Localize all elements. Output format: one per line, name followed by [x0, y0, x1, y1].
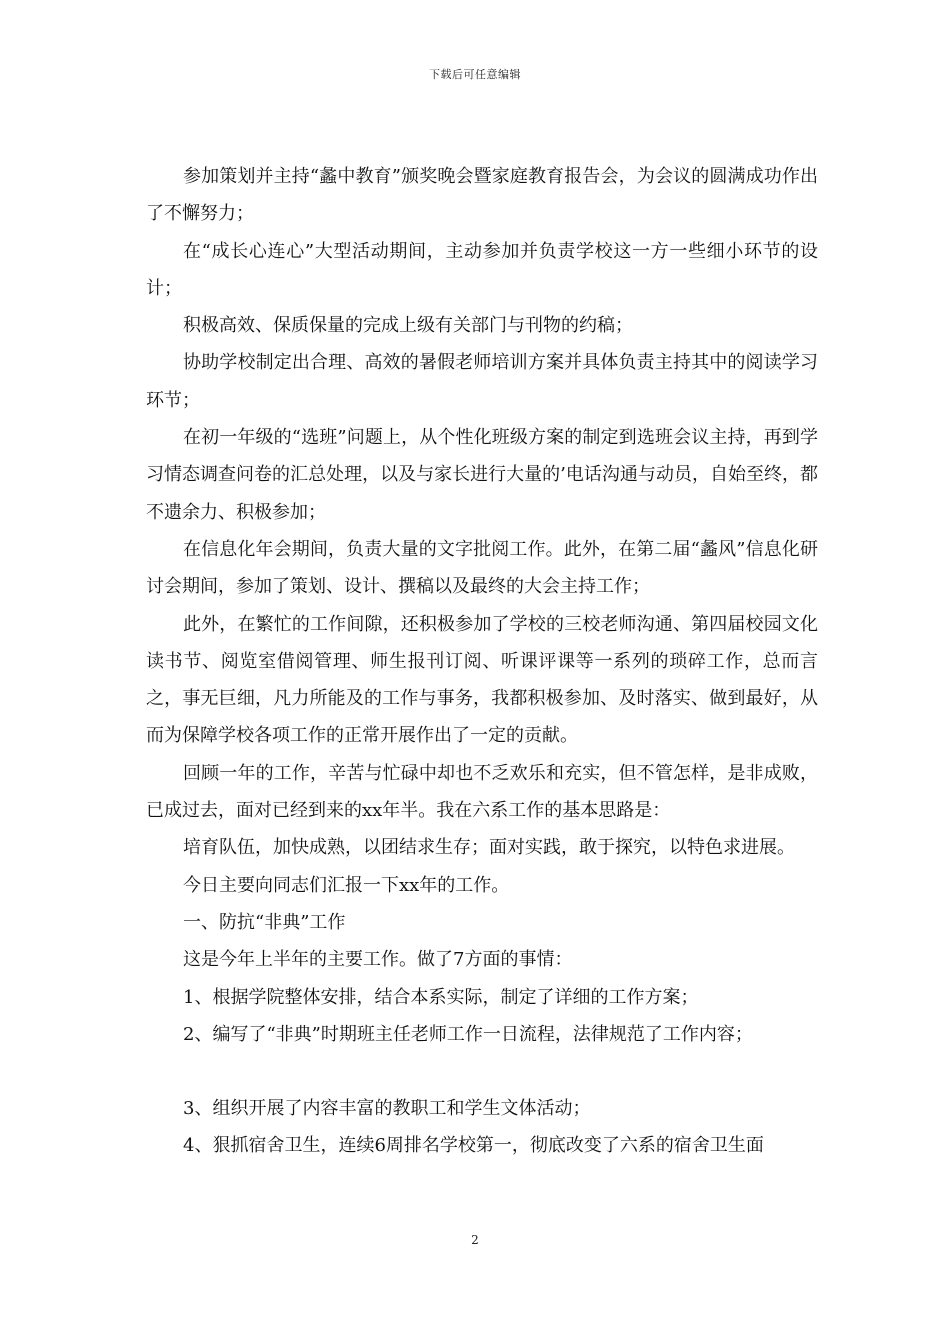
paragraph: 培育队伍，加快成熟，以团结求生存；面对实践，敢于探究，以特色求进展。 — [183, 837, 795, 859]
page-number: 2 — [471, 1233, 479, 1247]
blank-line — [146, 1053, 818, 1090]
list-item: 4、狠抓宿舍卫生，连续6周排名学校第一，彻底改变了六系的宿舍卫生面 — [183, 1135, 764, 1157]
section-heading: 一、防抗“非典”工作 — [183, 911, 346, 933]
paragraph: 这是今年上半年的主要工作。做了7方面的事情： — [183, 949, 573, 971]
page-header-note: 下载后可任意编辑 — [429, 68, 521, 81]
list-item: 2、编写了“非典”时期班主任老师工作一日流程，法律规范了工作内容； — [183, 1023, 753, 1045]
paragraph: 积极高效、保质保量的完成上级有关部门与刊物的约稿； — [183, 315, 633, 337]
paragraph: 在“成长心连心”大型活动期间，主动参加并负责学校这一方一些细小环节的设计； — [146, 240, 818, 299]
paragraph: 参加策划并主持“蠡中教育”颁奖晚会暨家庭教育报告会，为会议的圆满成功作出了不懈努力； — [146, 166, 818, 225]
paragraph: 协助学校制定出合理、高效的暑假老师培训方案并具体负责主持其中的阅读学习环节； — [146, 352, 818, 411]
paragraph: 今日主要向同志们汇报一下xx年的工作。 — [183, 874, 510, 896]
document-body — [146, 158, 818, 1165]
paragraph: 在信息化年会期间，负责大量的文字批阅工作。此外，在第二届“蠡风”信息化研讨会期间，参加了策划、设计、撰稿以及最终的大会主持工作； — [146, 538, 818, 598]
paragraph: 回顾一年的工作，辛苦与忙碌中却也不乏欢乐和充实，但不管怎样，是非成败，已成过去，面对已经到来的xx年半。我在六系工作的基本思路是： — [146, 762, 818, 822]
paragraph: 在初一年级的“选班”问题上，从个性化班级方案的制定到选班会议主持，再到学习情态调查问卷的汇总处理，以及与家长进行大量的’电话沟通与动员，自始至终，都不遗余力、积极参加； — [146, 427, 818, 523]
list-item: 3、组织开展了内容丰富的教职工和学生文体活动； — [183, 1098, 591, 1120]
paragraph: 此外，在繁忙的工作间隙，还积极参加了学校的三校老师沟通、第四届校园文化读书节、阅览室借阅管理、师生报刊订阅、听课评课等一系列的琐碎工作，总而言之，事无巨细，凡力所能及的工作与事务，我都积极参加、及时落实、做到最好，从而为保障学校各项工作的正常开展作出了一定的贡献。 — [146, 613, 818, 747]
list-item: 1、根据学院整体安排，结合本系实际，制定了详细的工作方案； — [183, 986, 699, 1008]
